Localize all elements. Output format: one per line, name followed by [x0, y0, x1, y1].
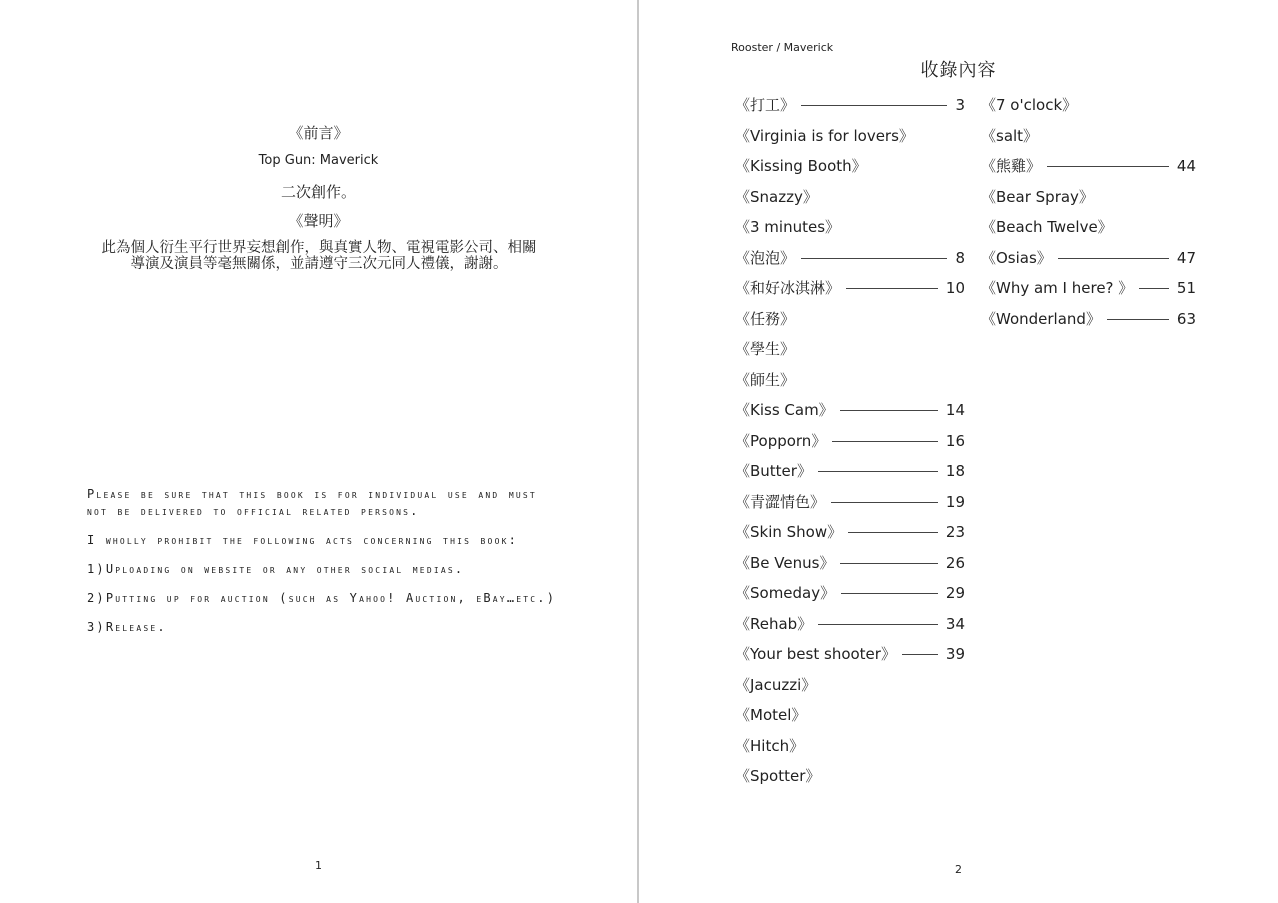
toc-entry-page: 8	[955, 248, 965, 267]
toc-leader-line	[818, 624, 938, 625]
toc-entry-page: 47	[1176, 248, 1196, 267]
toc-entry-page: 29	[945, 584, 965, 602]
toc-entry[interactable]	[735, 306, 965, 337]
work-subtitle: Top Gun: Maverick	[258, 153, 379, 168]
toc-entry[interactable]	[735, 336, 965, 367]
notice-paragraph: I wholly prohibit the following acts concerning this book:	[87, 533, 519, 547]
toc-entry[interactable]	[981, 245, 1196, 276]
toc-leader-line	[840, 563, 937, 564]
toc-entry-title: 《Be Venus》	[735, 553, 835, 572]
toc-entry-page: 44	[1176, 157, 1196, 175]
toc-entry-title: 《Kiss Cam》	[735, 401, 834, 419]
toc-leader-line	[1058, 258, 1169, 259]
toc-entry-title: 《Snazzy》	[735, 187, 818, 206]
toc-entry[interactable]	[735, 184, 965, 215]
toc-leader-line	[841, 593, 938, 594]
toc-entry[interactable]	[735, 245, 965, 276]
toc-entry-page: 51	[1176, 279, 1196, 297]
toc-leader-line	[1047, 166, 1169, 167]
toc-entry-title: 《3 minutes》	[735, 218, 841, 236]
toc-entry[interactable]	[735, 641, 965, 672]
toc-entry-title: 《打工》	[735, 96, 796, 114]
toc-entry-title: 《Wonderland》	[981, 309, 1101, 328]
toc-entry[interactable]	[981, 184, 1196, 215]
toc-entry[interactable]	[735, 214, 965, 245]
toc-entry-title: 《Osias》	[981, 248, 1052, 267]
toc-entry-title: 《Jacuzzi》	[735, 675, 817, 694]
toc-leader-line	[1107, 319, 1169, 320]
toc-entry-page: 3	[955, 96, 965, 114]
toc-entry-page: 18	[945, 462, 965, 480]
toc-column-left	[735, 92, 965, 794]
toc-entry-title: 《7 o'clock》	[981, 96, 1078, 114]
toc-entry[interactable]	[735, 367, 965, 398]
toc-entry-title: 《學生》	[735, 340, 796, 358]
toc-entry[interactable]	[735, 428, 965, 459]
right-page	[639, 0, 1278, 903]
toc-entry[interactable]	[735, 763, 965, 794]
toc-column-right	[981, 92, 1196, 336]
toc-entry-title: 《泡泡》	[735, 248, 796, 267]
toc-entry-title: 《Hitch》	[735, 736, 805, 755]
toc-entry-page: 16	[945, 431, 965, 450]
toc-entry-title: 《Why am I here? 》	[981, 279, 1134, 297]
toc-leader-line	[832, 441, 938, 442]
toc-leader-line	[848, 532, 938, 533]
toc-entry-page: 19	[945, 492, 965, 511]
toc-entry[interactable]	[735, 123, 965, 154]
usage-notice	[87, 486, 557, 648]
notice-paragraph: Please be sure that this book is for individual use and must not be delivered to official related persons.	[87, 487, 537, 518]
toc-entry-title: 《Your best shooter》	[735, 645, 896, 663]
toc-entry[interactable]	[735, 397, 965, 428]
toc-leader-line	[831, 502, 938, 503]
toc-entry-page: 14	[945, 401, 965, 419]
toc-entry[interactable]	[981, 92, 1196, 123]
running-header: Rooster / Maverick	[731, 41, 834, 54]
toc-entry-title: 《任務》	[735, 309, 796, 328]
toc-entry[interactable]	[981, 306, 1196, 337]
toc-entry[interactable]	[735, 550, 965, 581]
toc-entry-title: 《熊雞》	[981, 157, 1042, 175]
toc-entry[interactable]	[981, 214, 1196, 245]
toc-entry[interactable]	[735, 580, 965, 611]
toc-entry[interactable]	[735, 489, 965, 520]
toc-entry[interactable]	[735, 275, 965, 306]
toc-entry[interactable]	[735, 672, 965, 703]
toc-leader-line	[1139, 288, 1169, 289]
toc-leader-line	[846, 288, 938, 289]
toc-leader-line	[902, 654, 938, 655]
secondary-creation-note: 二次創作。	[280, 183, 356, 201]
toc-entry-page: 34	[945, 614, 965, 633]
statement-line: 此為個人衍生平行世界妄想創作，與真實人物、電視電影公司、相關	[101, 240, 537, 256]
toc-entry[interactable]	[735, 611, 965, 642]
notice-paragraph: 2)Putting up for auction (such as Yahoo! Auction, eBay…etc.)	[87, 591, 557, 605]
toc-entry-title: 《Virginia is for lovers》	[735, 126, 914, 145]
toc-entry-page: 23	[945, 523, 965, 541]
toc-leader-line	[818, 471, 938, 472]
toc-entry-page: 63	[1176, 309, 1196, 328]
toc-entry[interactable]	[735, 458, 965, 489]
toc-entry-title: 《Beach Twelve》	[981, 218, 1113, 236]
toc-entry[interactable]	[735, 733, 965, 764]
toc-entry[interactable]	[735, 702, 965, 733]
toc-leader-line	[801, 258, 947, 259]
toc-entry[interactable]	[735, 519, 965, 550]
statement-line: 導演及演員等毫無關係，並請遵守三次元同人禮儀，謝謝。	[130, 256, 508, 272]
statement-title: 《聲明》	[288, 212, 349, 230]
statement-body	[84, 240, 554, 272]
toc-entry-title: 《Butter》	[735, 462, 812, 480]
toc-entry-title: 《Spotter》	[735, 767, 821, 785]
toc-entry-title: 《Skin Show》	[735, 523, 843, 541]
toc-entry-title: 《Bear Spray》	[981, 187, 1094, 206]
page-number-right: 2	[955, 863, 962, 876]
toc-entry-title: 《Popporn》	[735, 431, 827, 450]
toc-entry-page: 39	[945, 645, 965, 663]
notice-paragraph: 1)Uploading on website or any other social medias.	[87, 562, 465, 576]
toc-entry-page: 26	[945, 553, 965, 572]
toc-entry-title: 《和好冰淇淋》	[735, 279, 841, 297]
toc-leader-line	[801, 105, 947, 106]
toc-entry[interactable]	[981, 123, 1196, 154]
toc-entry-title: 《青澀情色》	[735, 492, 826, 511]
notice-paragraph: 3)Release.	[87, 620, 167, 634]
toc-entry-title: 《Rehab》	[735, 614, 813, 633]
toc-entry[interactable]	[735, 153, 965, 184]
toc-entry-title: 《salt》	[981, 126, 1039, 145]
toc-entry-title: 《Motel》	[735, 706, 807, 724]
toc-entry-title: 《Someday》	[735, 584, 836, 602]
toc-entry-page: 10	[945, 279, 965, 297]
toc-entry-title: 《Kissing Booth》	[735, 157, 867, 175]
page-number-left: 1	[315, 859, 322, 872]
toc-entry[interactable]	[981, 153, 1196, 184]
toc-title: 收錄內容	[920, 60, 997, 81]
toc-entry[interactable]	[981, 275, 1196, 306]
toc-leader-line	[840, 410, 938, 411]
preface-title: 《前言》	[288, 124, 349, 142]
left-page	[0, 0, 637, 903]
toc-entry-title: 《師生》	[735, 370, 796, 389]
toc-entry[interactable]	[735, 92, 965, 123]
